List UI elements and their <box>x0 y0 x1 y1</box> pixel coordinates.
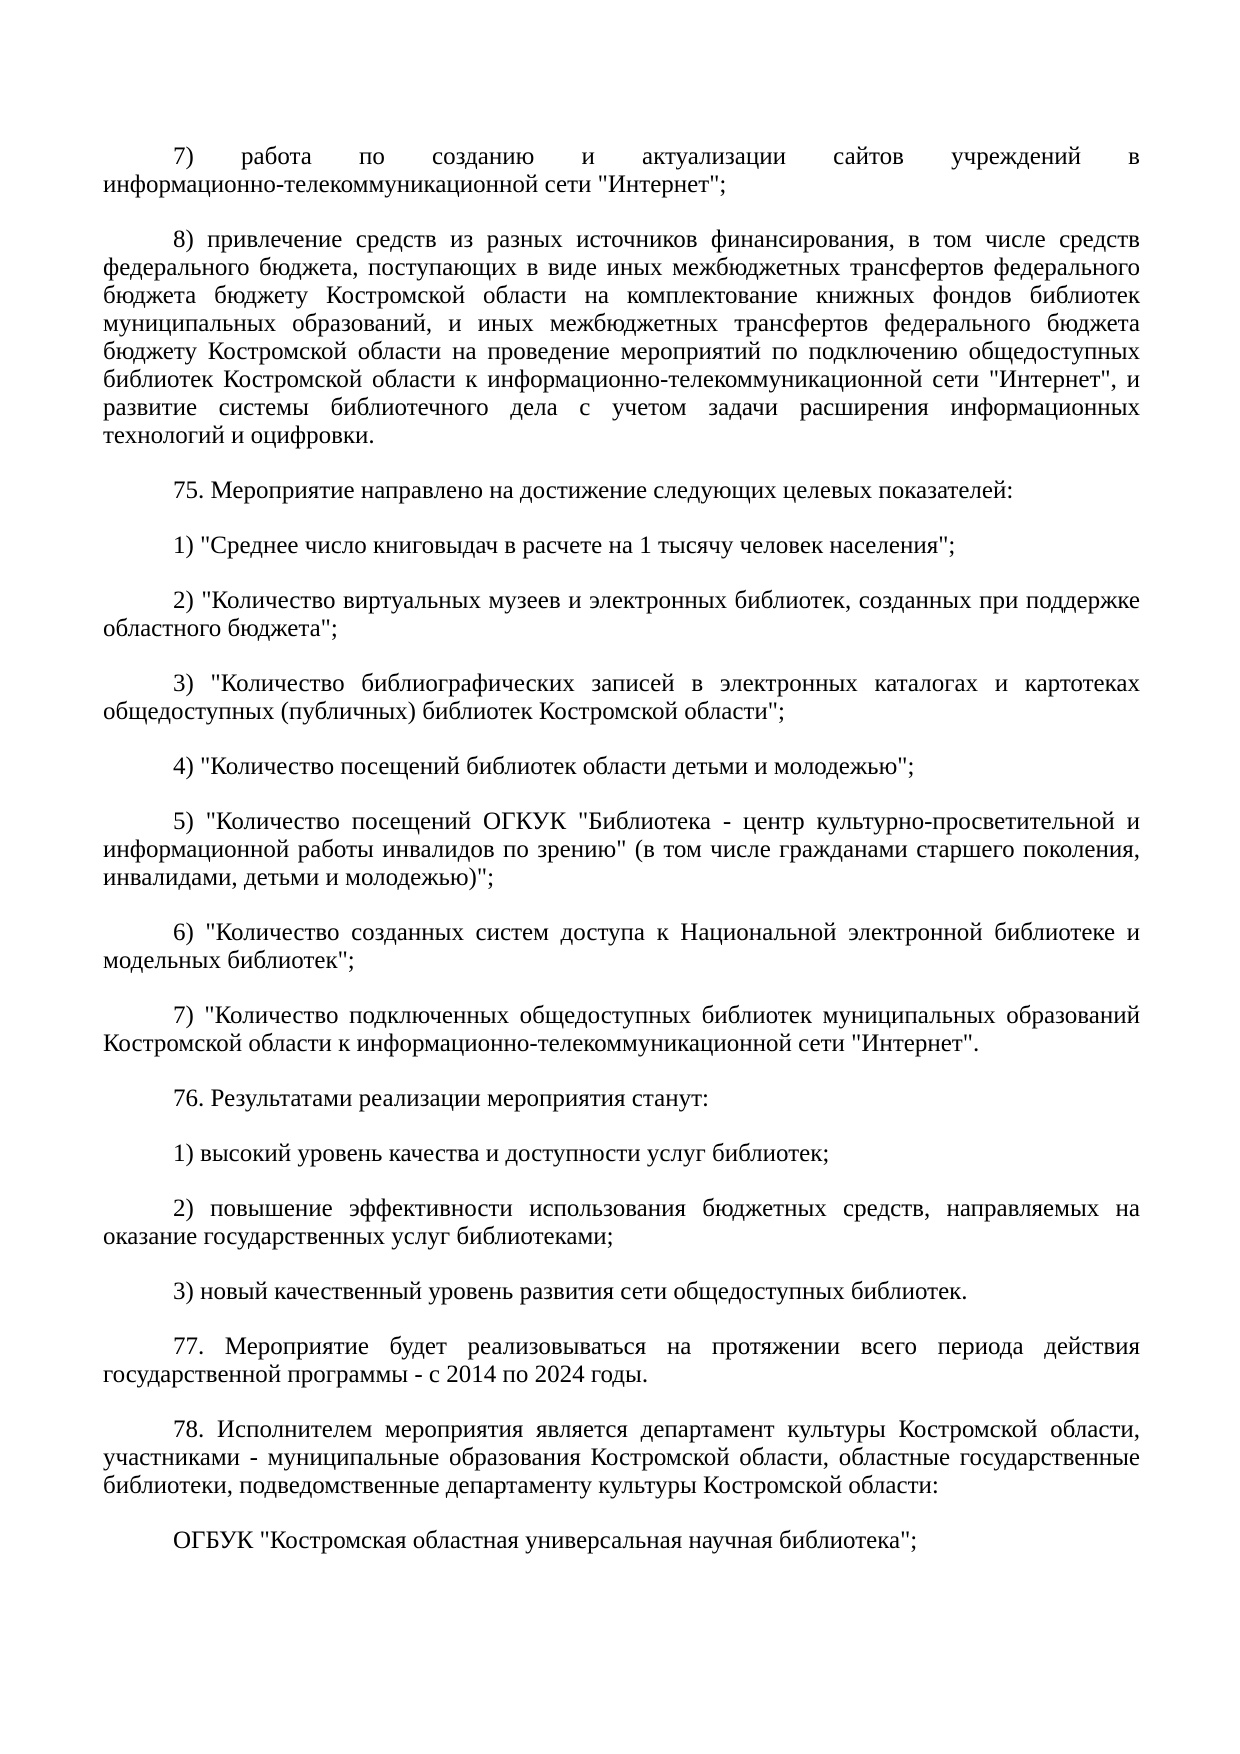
paragraph-clause-75: 75. Мероприятие направлено на достижение следующих целевых показателей: <box>173 477 1014 504</box>
paragraph-item-7-sites: 7) работа по созданию и актуализации сайтов учреждений в информационно-телекоммуникационной сети "Интернет"; <box>103 143 1140 198</box>
paragraph-indicator-4: 4) "Количество посещений библиотек области детьми и молодежью"; <box>173 753 915 780</box>
paragraph-item-8-funding: 8) привлечение средств из разных источников финансирования, в том числе средств федерального бюджета, поступающих в виде иных межбюджетных трансфертов федерального бюджета бюджету Костромской области на комплектование книжных фондов библиотек муниципальных образований, и иных межбюджетных трансфертов федерального бюджета бюджету Костромской области на проведение мероприятий по подключению общедоступных библиотек Костромской области к информационно-телекоммуникационной сети "Интернет", и развитие системы библиотечного дела с учетом задачи расширения информационных технологий и оцифровки. <box>103 226 1140 449</box>
paragraph-result-2: 2) повышение эффективности использования бюджетных средств, направляемых на оказание государственных услуг библиотеками; <box>103 1195 1140 1250</box>
paragraph-result-1: 1) высокий уровень качества и доступности услуг библиотек; <box>173 1140 830 1167</box>
paragraph-result-3: 3) новый качественный уровень развития сети общедоступных библиотек. <box>173 1278 968 1305</box>
paragraph-indicator-5: 5) "Количество посещений ОГКУК "Библиотека - центр культурно-просветительной и информационной работы инвалидов по зрению" (в том числе гражданами старшего поколения, инвалидами, детьми и молодежью)"; <box>103 808 1140 891</box>
paragraph-indicator-3: 3) "Количество библиографических записей в электронных каталогах и картотеках общедоступных (публичных) библиотек Костромской области"; <box>103 670 1140 725</box>
paragraph-indicator-2: 2) "Количество виртуальных музеев и электронных библиотек, созданных при поддержке областного бюджета"; <box>103 587 1140 642</box>
paragraph-indicator-7: 7) "Количество подключенных общедоступных библиотек муниципальных образований Костромской области к информационно-телекоммуникационной сети "Интернет". <box>103 1002 1140 1057</box>
paragraph-clause-77: 77. Мероприятие будет реализовываться на протяжении всего периода действия государственной программы - с 2014 по 2024 годы. <box>103 1333 1140 1388</box>
paragraph-indicator-6: 6) "Количество созданных систем доступа к Национальной электронной библиотеке и модельных библиотек"; <box>103 919 1140 974</box>
paragraph-library-ogbuk: ОГБУК "Костромская областная универсальная научная библиотека"; <box>173 1527 918 1554</box>
paragraph-clause-78: 78. Исполнителем мероприятия является департамент культуры Костромской области, участниками - муниципальные образования Костромской области, областные государственные библиотеки, подведомственные департаменту культуры Костромской области: <box>103 1416 1140 1499</box>
paragraph-clause-76: 76. Результатами реализации мероприятия станут: <box>173 1085 709 1112</box>
paragraph-indicator-1: 1) "Среднее число книговыдач в расчете на 1 тысячу человек населения"; <box>173 532 956 559</box>
